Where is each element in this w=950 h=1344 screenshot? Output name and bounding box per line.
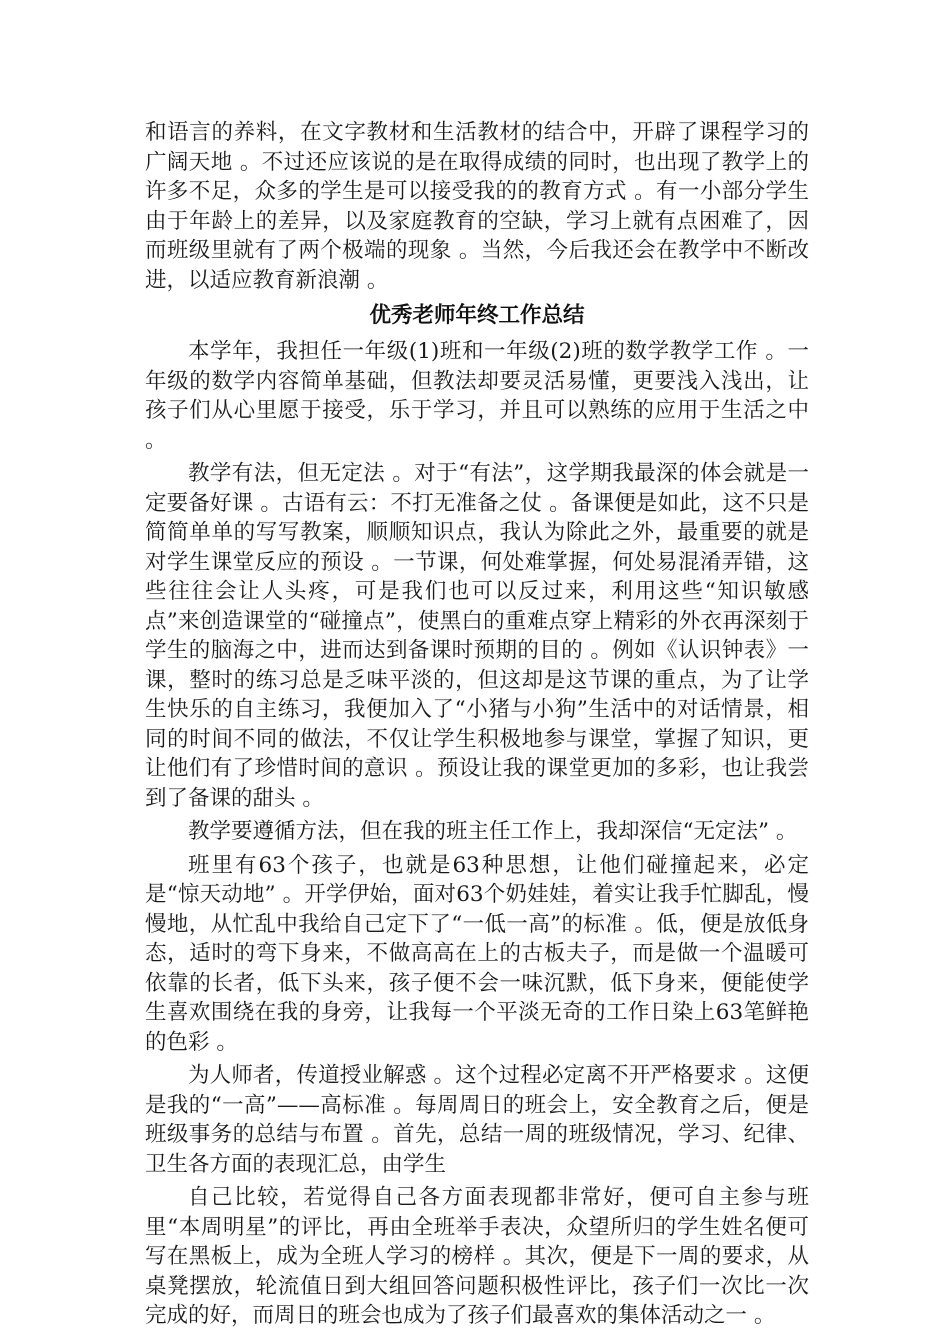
- body-paragraph: 教学要遵循方法，但在我的班主任工作上，我却深信“无定法” 。: [188, 819, 798, 844]
- body-paragraph: 班里有63个孩子，也就是63种思想，让他们碰撞起来，必定是“惊天动地” 。开学伊始，面对63个奶娃娃，着实让我手忙脚乱，慢慢地，从忙乱中我给自己定下了“一低一高”的标准 。低，便是放低身态，适时的弯下身来，不做高高在上的古板夫子，而是做一个温暖可依靠的长者，低下头来，孩子便不会一味沉默，低下身来，便能使学生喜欢围绕在我的身旁，让我每一个平淡无奇的工作日染上63笔鲜艳的色彩 。: [145, 852, 809, 1055]
- intro-paragraph: 和语言的养料，在文字教材和生活教材的结合中，开辟了课程学习的广阔天地 。不过还应该说的是在取得成绩的同时，也出现了教学上的许多不足，众多的学生是可以接受我的的教育方式 。有一小部分学生由于年龄上的差异，以及家庭教育的空缺，学习上就有点困难了，因而班级里就有了两个极端的现象 。当然，今后我还会在教学中不断改进，以适应教育新浪潮 。: [145, 120, 809, 293]
- body-paragraph: 本学年，我担任一年级(1)班和一年级(2)班的数学教学工作 。一年级的数学内容简单基础，但教法却要灵活易懂，更要浅入浅出，让孩子们从心里愿于接受，乐于学习，并且可以熟练的应用于生活之中 。: [145, 339, 809, 453]
- document-title: 优秀老师年终工作总结: [369, 303, 585, 328]
- document-body: [145, 118, 809, 1335]
- body-paragraph: 自己比较，若觉得自己各方面表现都非常好，便可自主参与班里“本周明星”的评比，再由全班举手表决，众望所归的学生姓名便可写在黑板上，成为全班人学习的榜样 。其次，便是下一周的要求，从桌凳摆放，轮流值日到大组回答问题积极性评比，孩子们一次比一次完成的好，而周日的班会也成为了孩子们最喜欢的集体活动之一 。: [145, 1185, 809, 1328]
- body-paragraph: 为人师者，传道授业解惑 。这个过程必定离不开严格要求 。这便是我的“一高”——高标准 。每周周日的班会上，安全教育之后，便是班级事务的总结与布置 。首先，总结一周的班级情况，学习、纪律、卫生各方面的表现汇总，由学生: [145, 1063, 809, 1177]
- body-paragraph: 教学有法，但无定法 。对于“有法”，这学期我最深的体会就是一定要备好课 。古语有云：不打无准备之仗 。备课便是如此，这不只是简简单单的写写教案，顺顺知识点，我认为除此之外，最重要的就是对学生课堂反应的预设 。一节课，何处难掌握，何处易混淆弄错，这些往往会让人头疼，可是我们也可以反过来，利用这些“知识敏感点”来创造课堂的“碰撞点”，使黑白的重难点穿上精彩的外衣再深刻于学生的脑海之中，进而达到备课时预期的目的 。例如《认识钟表》一课，整时的练习总是乏味平淡的，但这却是这节课的重点，为了让学生快乐的自主练习，我便加入了“小猪与小狗”生活中的对话情景，相同的时间不同的做法，不仅让学生积极地参与课堂，掌握了知识，更让他们有了珍惜时间的意识 。预设让我的课堂更加的多彩，也让我尝到了备课的甜头 。: [145, 461, 809, 811]
